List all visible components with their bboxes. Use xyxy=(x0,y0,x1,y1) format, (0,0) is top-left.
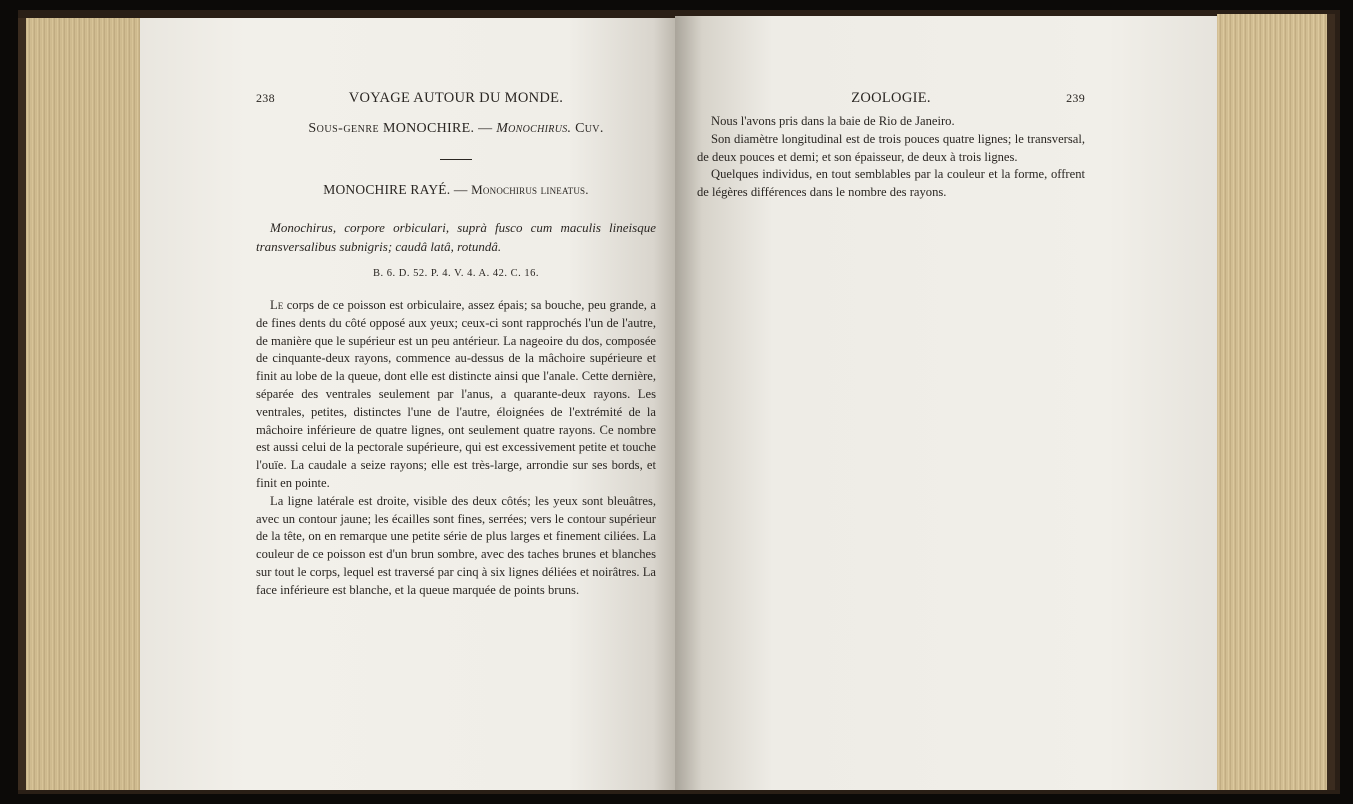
paragraph-lead: Le xyxy=(270,298,284,312)
right-page-text xyxy=(697,90,1085,202)
description-paragraph-1 xyxy=(256,297,656,493)
right-paragraph-3: Quelques individus, en tout semblables par la couleur et la forme, offrent de légères différences dans le nombre des rayons. xyxy=(697,167,1085,200)
description-paragraph-2: La ligne latérale est droite, visible des deux côtés; les yeux sont bleuâtres, avec un contour jaune; les écailles sont fines, serrées; vers le contour supérieur de la tête, on en remarque une petite série de plus larges et finement ciliées. La couleur de ce poisson est d'un brun sombre, avec des taches brunes et blanches sur tout le corps, lequel est traversé par cinq à six lignes déliées et noirâtres. La face inférieure est blanche, et la queue marquée de points bruns. xyxy=(256,493,656,597)
subgenus-author: Cuv. xyxy=(575,121,604,136)
right-paragraph-1: Nous l'avons pris dans la baie de Rio de Janeiro. xyxy=(711,114,955,128)
page-number-right: 239 xyxy=(1066,91,1085,105)
left-page-edges xyxy=(18,18,140,790)
right-running-head xyxy=(697,90,1085,107)
subgenus-prefix: Sous-genre xyxy=(308,121,380,136)
left-running-head xyxy=(256,90,656,107)
left-page-text xyxy=(256,90,656,600)
subgenus-name: MONOCHIRE. xyxy=(382,121,475,136)
running-title-right: ZOOLOGIE. xyxy=(851,90,931,106)
latin-description: Monochirus, corpore orbiculari, suprà fusco cum maculis lineisque transversalibus subnigris; caudâ latâ, rotundâ. xyxy=(256,220,656,254)
paragraph-1-text: corps de ce poisson est orbiculaire, assez épais; sa bouche, peu grande, a de fines dents du côté opposé aux yeux; ceux-ci sont rapprochés l'un de l'autre, de manière que le supérieur est un peu antérieur. La nageoire du dos, composée de cinquante-deux rayons, commence au-dessus de la mâchoire supérieure et finit au lobe de la queue, dont elle est distincte ainsi que l'anale. Cette dernière, séparée des ventrales seulement par l'anus, a quarante-deux rayons. Les ventrales, petites, distinctes l'une de l'autre, éloignées de l'extrémité de la mâchoire inférieure de quatre lignes, ont seulement quatre rayons. Ce nombre est aussi celui de la pectorale supérieure, qui est excessivement petite et touche l'ouïe. La caudale a seize rayons; elle est très-large, arrondie sur ses bords, et finit en pointe. xyxy=(256,298,657,490)
species-latin: Monochirus lineatus. xyxy=(471,182,589,197)
species-name: MONOCHIRE RAYÉ. xyxy=(323,182,451,197)
species-dash: — xyxy=(453,182,468,197)
species-heading xyxy=(256,182,656,198)
subgenus-dash: — xyxy=(478,121,493,136)
running-title: VOYAGE AUTOUR DU MONDE. xyxy=(348,90,564,106)
right-paragraph-2: Son diamètre longitudinal est de trois pouces quatre lignes; le transversal, de deux pouces et demi; et son épaisseur, de deux à trois lignes. xyxy=(697,131,1085,164)
divider-rule xyxy=(440,159,472,160)
right-page-edges xyxy=(1217,14,1335,790)
subgenus-latin: Monochirus. xyxy=(496,121,572,136)
fin-formula: B. 6. D. 52. P. 4. V. 4. A. 42. C. 16. xyxy=(373,268,539,279)
page-number: 238 xyxy=(256,91,275,105)
subgenus-heading xyxy=(256,121,656,137)
